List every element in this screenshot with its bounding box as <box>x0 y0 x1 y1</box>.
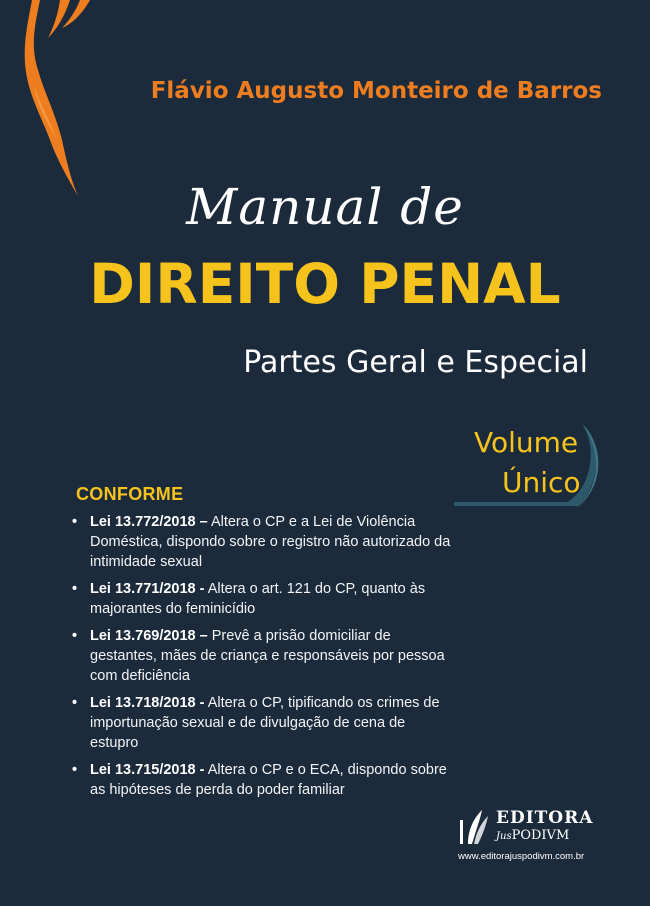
publisher-name: EDITORA <box>496 808 594 828</box>
bullet-icon: • <box>72 514 78 530</box>
law-item <box>72 579 452 619</box>
law-list <box>72 512 452 807</box>
law-item <box>72 693 452 753</box>
volume-badge <box>450 422 610 512</box>
bullet-icon: • <box>72 762 78 778</box>
author-name: Flávio Augusto Monteiro de Barros <box>150 78 602 104</box>
publisher-sub-small: Jus <box>496 831 512 842</box>
law-name: Lei 13.715/2018 - <box>90 762 205 778</box>
law-item <box>72 760 452 800</box>
book-subtitle: Partes Geral e Especial <box>243 345 588 380</box>
volume-unico-label: Único <box>502 466 581 499</box>
bullet-icon: • <box>72 628 78 644</box>
title-script: Manual de <box>186 178 464 236</box>
law-description: Prevê a prisão domiciliar de gestantes, mães de criança e responsáveis por pessoa com deficiência <box>90 628 445 684</box>
law-name: Lei 13.772/2018 – <box>90 514 208 530</box>
law-description: Altera o CP e a Lei de Violência Doméstica, dispondo sobre o registro não autorizado da intimidade sexual <box>90 514 451 570</box>
law-name: Lei 13.718/2018 - <box>90 695 205 711</box>
law-description: Altera o art. 121 do CP, quanto às majorantes do feminicídio <box>90 581 426 617</box>
conforme-heading: CONFORME <box>76 484 184 504</box>
law-description: Altera o CP, tipificando os crimes de importunação sexual e de divulgação de cena de estupro <box>90 695 440 751</box>
law-name: Lei 13.771/2018 - <box>90 581 205 597</box>
volume-label: Volume <box>474 426 579 459</box>
bullet-icon: • <box>72 695 78 711</box>
bullet-icon: • <box>72 581 78 597</box>
publisher-sub-main: PODIVM <box>511 828 570 843</box>
quill-pen-icon <box>458 808 492 846</box>
book-title: DIREITO PENAL <box>89 252 561 316</box>
publisher-subname <box>496 828 569 843</box>
law-item <box>72 626 452 686</box>
law-item <box>72 512 452 572</box>
publisher-url: www.editorajuspodivm.com.br <box>458 851 585 862</box>
publisher-logo-block <box>458 808 618 868</box>
law-name: Lei 13.769/2018 – <box>90 628 208 644</box>
law-description: Altera o CP e o ECA, dispondo sobre as hipóteses de perda do poder familiar <box>90 762 447 798</box>
